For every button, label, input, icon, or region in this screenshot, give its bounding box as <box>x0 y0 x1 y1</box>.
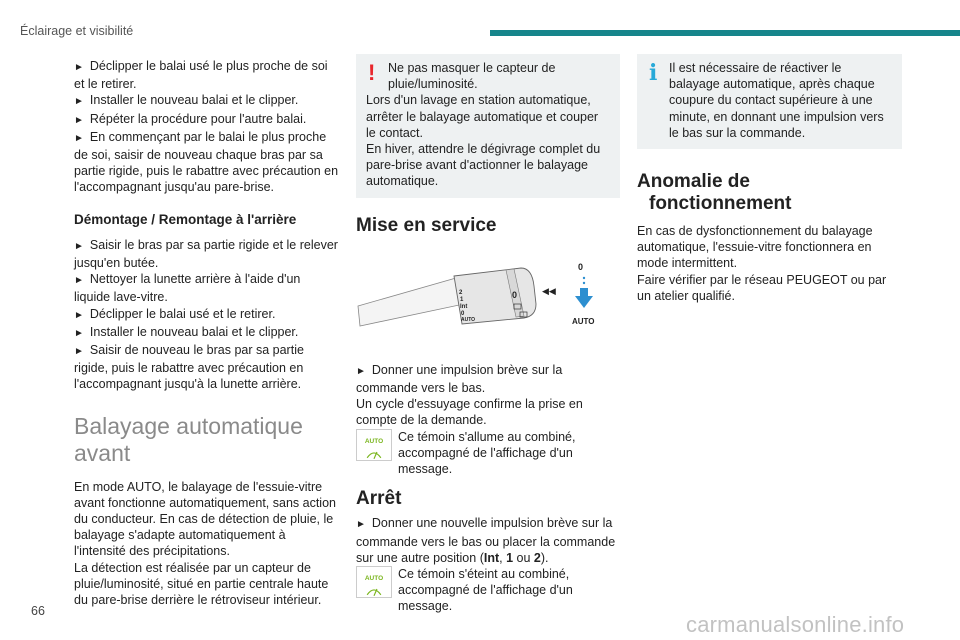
rear-heading: Démontage / Remontage à l'arrière <box>74 211 297 227</box>
big-label-0: 0 <box>578 261 584 272</box>
inner-label-0: 0 <box>512 289 518 300</box>
body-paragraph: Faire vérifier par le réseau PEUGEOT ou par un atelier qualifié. <box>637 272 887 303</box>
note-text: Il est nécessaire de réactiver le balayage automatique, après chaque coupure du contact supérieure à une minute, en donnant une impulsion vers le bas sur la commande. <box>669 61 884 140</box>
step-item: ► Déclipper le balai usé et le retirer. <box>74 306 339 324</box>
step-item: ► En commençant par le balai le plus proche de soi, saisir de nouveau chaque bras par sa partie rigide, puis le rabattre avec précaution en l'accompagnant jusqu'au pare-brise. <box>74 129 339 196</box>
anomaly-heading <box>637 171 902 215</box>
rewind-arrows-icon: ◀◀ <box>542 286 556 297</box>
telltale-row <box>356 429 620 478</box>
wiper-stalk-drawing <box>356 248 620 348</box>
step-item: ► Saisir de nouveau le bras par sa partie rigide, puis le rabattre avec précaution en l'accompagnant jusqu'à la lunette arrière. <box>74 342 339 393</box>
step-item: ► Donner une impulsion brève sur la commande vers le bas. <box>356 362 620 396</box>
body-paragraph: Un cycle d'essuyage confirme la prise en compte de la demande. <box>356 397 583 428</box>
warning-note <box>356 54 620 198</box>
step-item: ► Répéter la procédure pour l'autre balai. <box>74 111 339 129</box>
wiper-arc-icon <box>366 450 382 460</box>
stop-pos-2: 2 <box>533 550 541 565</box>
start-heading: Mise en service <box>356 214 497 236</box>
step-item: ► Installer le nouveau balai et le clipper. <box>74 324 339 342</box>
stop-pos-1: 1 <box>506 550 514 565</box>
pos-label-int: Int <box>460 303 468 310</box>
note-text: Ne pas masquer le capteur de pluie/luminosité. <box>388 61 556 92</box>
info-note <box>637 54 902 149</box>
auto-wiper-telltale-icon <box>356 566 392 598</box>
step-item: ► Saisir le bras par sa partie rigide et le relever jusqu'en butée. <box>74 237 339 271</box>
column-right <box>637 54 902 304</box>
watermark: carmanualsonline.info <box>686 612 905 637</box>
section-title: Éclairage et visibilité <box>20 24 134 38</box>
column-middle <box>356 54 620 615</box>
stop-text: Donner une nouvelle impulsion brève sur la commande vers le bas ou placer la commande sur une autre position ( <box>356 516 616 565</box>
telltale-label: AUTO <box>364 575 384 583</box>
page-number: 66 <box>31 604 45 618</box>
auto-wiper-telltale-icon <box>356 429 392 461</box>
body-paragraph: En mode AUTO, le balayage de l'essuie-vitre avant fonctionne automatiquement, sans action du conducteur. En cas de détection de pluie, le balayage s'adapte automatiquement à l'intensité des précipitations. <box>74 479 336 559</box>
column-left <box>74 58 339 608</box>
step-item: ► Nettoyer la lunette arrière à l'aide d'un liquide lave-vitre. <box>74 271 339 305</box>
pos-label-auto: AUTO <box>461 316 476 323</box>
big-label-auto: AUTO <box>572 316 595 326</box>
pos-label-1: 1 <box>460 296 464 303</box>
telltale-label: AUTO <box>364 437 384 445</box>
info-icon: i <box>649 60 658 86</box>
wiper-stalk-illustration <box>356 248 620 348</box>
telltale-text: Ce témoin s'éteint au combiné, accompagné de l'affichage d'un message. <box>398 567 573 614</box>
stop-sep: , <box>499 550 507 565</box>
auto-wipe-heading: Balayage automatique avant <box>74 412 303 466</box>
step-item: ► Déclipper le balai usé le plus proche de soi et le retirer. <box>74 58 339 92</box>
stop-sep: ou <box>513 550 534 565</box>
telltale-text: Ce témoin s'allume au combiné, accompagné de l'affichage d'un message. <box>398 429 576 477</box>
telltale-row <box>356 566 620 615</box>
step-item <box>356 515 620 566</box>
pos-label-0: 0 <box>461 310 465 317</box>
anomaly-heading-line: fonctionnement <box>649 193 792 215</box>
body-paragraph: En cas de dysfonctionnement du balayage automatique, l'essuie-vitre fonctionnera en mode intermittent. <box>637 224 873 271</box>
note-text: Lors d'un lavage en station automatique, arrêter le balayage automatique et couper le contact. <box>366 93 599 140</box>
stop-end: ). <box>540 550 549 565</box>
anomaly-heading-line: Anomalie de <box>637 171 750 193</box>
step-item: ► Installer le nouveau balai et le clipper. <box>74 92 339 110</box>
warning-icon: ! <box>368 60 376 85</box>
note-text: En hiver, attendre le dégivrage complet du pare-brise avant d'actionner le balayage automatique. <box>366 142 601 189</box>
stop-heading: Arrêt <box>356 488 402 510</box>
body-paragraph: La détection est réalisée par un capteur de pluie/luminosité, situé en partie centrale haute du pare-brise derrière le rétroviseur intérieur. <box>74 560 329 608</box>
wiper-arc-icon <box>366 587 382 597</box>
down-arrow-icon <box>575 277 593 308</box>
pos-label-2: 2 <box>459 289 463 296</box>
header-accent-bar <box>490 30 960 36</box>
stop-pos-int: Int <box>483 550 500 565</box>
